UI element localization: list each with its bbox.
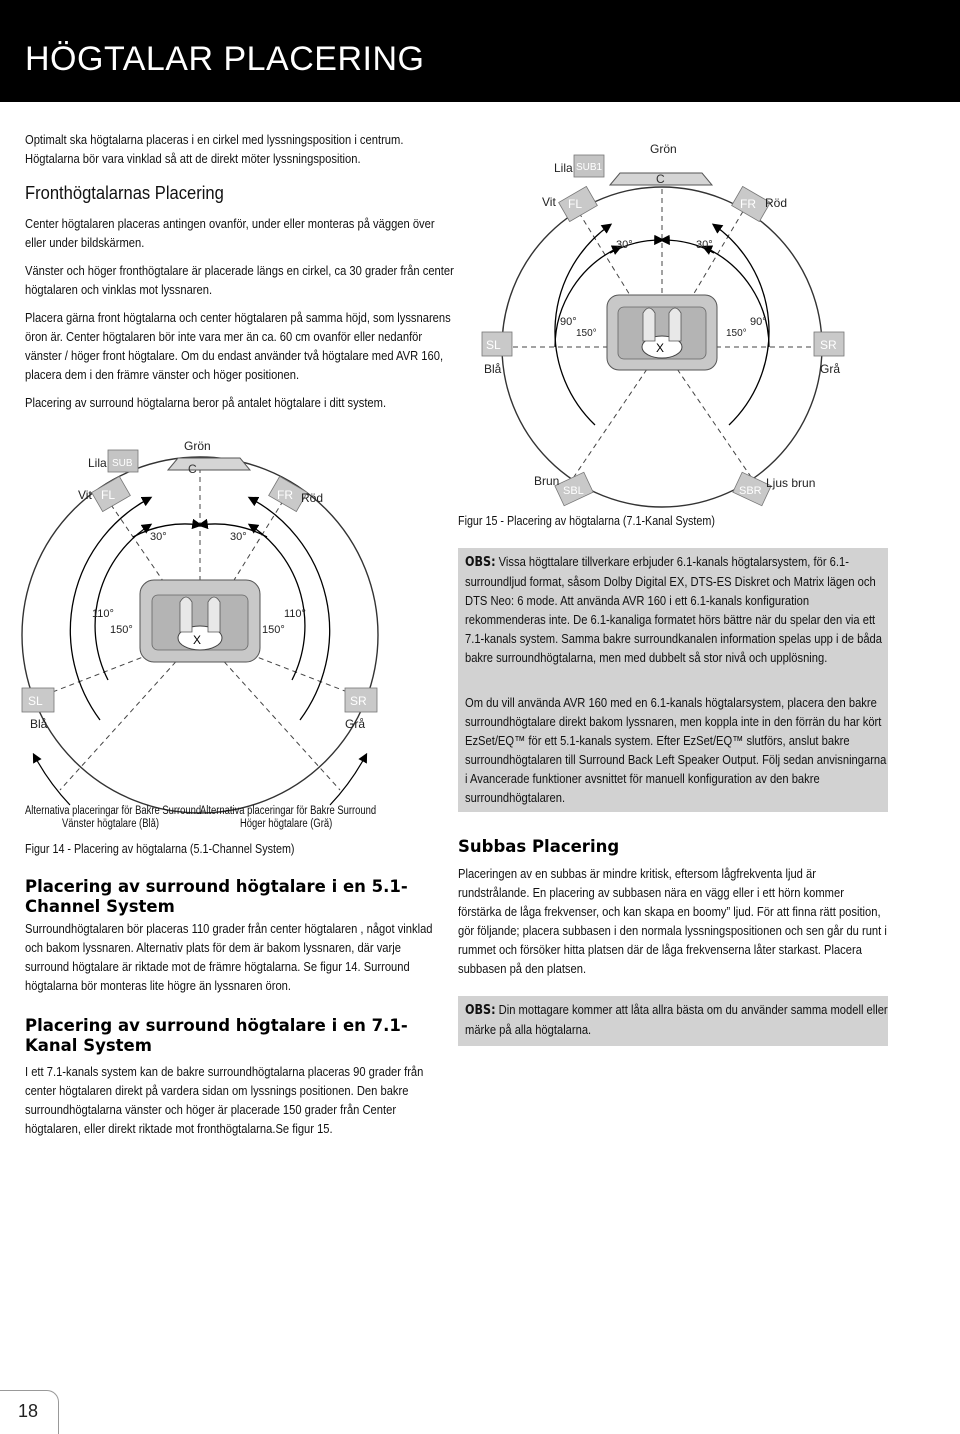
fig14-c-label: C (188, 462, 197, 476)
fig14-fr-label: FR (277, 488, 293, 502)
fig14-angle-110-left: 110° (92, 608, 114, 620)
page-number-box (0, 1390, 59, 1434)
fig14-fl-label: FL (101, 488, 116, 502)
obs2-paragraph (465, 1000, 888, 1039)
fig15-sbr-label: SBR (739, 485, 762, 497)
fig14-angle-30-right: 30° (230, 531, 247, 543)
obs-note-paragraph-1 (465, 552, 888, 667)
fig15-grey-label: Grå (820, 362, 841, 376)
fig15-purple-label: Lila (554, 161, 573, 175)
fig15-brown-label: Brun (534, 474, 560, 488)
front-para-3: Placera gärna front högtalarna och center högtalaren på samma höjd, som lyssnarens öron är. Center högtalaren bör inte vara mer än ca. 60 cm ovanför eller nedanför vänster / höger front högtalare. Om du endast använder två högtalare med AVR 160, placera dem i den främre vänster och höger positionen. (25, 310, 451, 382)
surround71-heading: Placering av surround högtalare i en 7.1-Kanal System (25, 1016, 408, 1055)
fig15-angle-90-left: 90° (560, 316, 577, 328)
fig15-angle-30-left: 30° (616, 239, 633, 251)
surround71-text: I ett 7.1-kanals system kan de bakre surroundhögtalarna placeras 90 grader från center högtalaren direkt på vardera sidan om lyssnings positionen. Den bakre surroundhögtalarna vänster och höger är placerade 150 grader från Center högtalaren, eller direkt riktade mot fronthögtalarna.Se figur 15. (25, 1064, 424, 1136)
front-heading: Fronthögtalarnas Placering (25, 183, 224, 203)
page-title: HÖGTALAR PLACERING (25, 40, 425, 78)
fig15-c-label: C (656, 172, 665, 186)
fig15-fl-label: FL (568, 197, 583, 211)
obs2-text: Din mottagare kommer att låta allra bästa om du använder samma modell eller märke på alla högtalarna. (465, 1002, 888, 1037)
fig14-sub-label: SUB (112, 458, 133, 469)
obs2-label: OBS: (465, 1003, 496, 1018)
fig15-lightbrown-label: Ljus brun (766, 476, 816, 490)
fig14-angle-150-left: 150° (110, 624, 133, 636)
listener-couch-71 (607, 295, 717, 370)
intro-line-2: Högtalarna bör vara vinklad så att de direkt möter lyssningsposition. (25, 151, 361, 166)
obs-note-box-2 (458, 996, 888, 1046)
fig14-alt-left-2: Vänster högtalare (Blå) (62, 818, 159, 830)
intro-line-1: Optimalt ska högtalarna placeras i en cirkel med lyssningsposition i centrum. (25, 132, 404, 147)
listener-couch (140, 580, 260, 662)
listener71-x-icon: X (656, 341, 665, 355)
front-para-2: Vänster och höger fronthögtalare är placerade längs en cirkel, ca 30 grader från center högtalaren och vinklas mot lyssnaren. (25, 263, 454, 297)
fig14-alt-right-1: Alternativa placeringar för Bakre Surround (200, 805, 377, 817)
figure-14-diagram (0, 430, 440, 840)
fig15-sub1-label: SUB1 (576, 162, 603, 173)
fig14-green-label: Grön (184, 439, 211, 453)
fig15-angle-150-left: 150° (576, 328, 597, 339)
fig15-angle-90-right: 90° (750, 316, 767, 328)
front-para-4: Placering av surround högtalarna beror på antalet högtalare i ditt system. (25, 395, 387, 410)
fig14-red-label: Röd (301, 491, 324, 505)
fig14-angle-30-left: 30° (150, 531, 167, 543)
fig14-angle-110-right: 110° (284, 608, 306, 620)
alt-arc-left (34, 755, 70, 805)
fig14-caption: Figur 14 - Placering av högtalarna (5.1-Channel System) (25, 842, 295, 856)
fig14-purple-label: Lila (88, 456, 107, 470)
front-para-1: Center högtalaren placeras antingen ovanför, under eller monteras på väggen över eller under bildskärmen. (25, 216, 435, 250)
fig15-fr-label: FR (740, 197, 756, 211)
subbas-heading: Subbas Placering (458, 837, 620, 856)
fig15-angle-30-right: 30° (696, 239, 713, 251)
fig14-sr-label: SR (350, 694, 367, 708)
subbas-text: Placeringen av en subbas är mindre kritisk, eftersom lågfrekventa ljud är rundstrålande. En placering av subbasen nära en vägg eller i ett hörn kommer förstärka de låga frekvenser, och kan skapa en boomy” ljud. För att finna rätt position, gör följande; placera subbasen i den normala lyssningspositionen och sen går du runt i rummet och försöker hitta platsen där de låga frekvenserna låter starkast. Placera subbasen på den platsen. (458, 866, 887, 976)
fig14-grey-label: Grå (345, 717, 366, 731)
center-speaker (168, 458, 250, 470)
fig15-white-label: Vit (542, 195, 556, 209)
alt-arc-right (330, 755, 366, 805)
fig14-white-label: Vit (78, 488, 92, 502)
figure-15-diagram (470, 135, 855, 510)
fig15-caption: Figur 15 - Placering av högtalarna (7.1-Kanal System) (458, 514, 715, 528)
obs-note-box (458, 548, 888, 812)
fig15-angle-150-right: 150° (726, 328, 747, 339)
fig14-alt-left-1: Alternativa placeringar för Bakre Surround (25, 805, 202, 817)
page-number: 18 (18, 1401, 39, 1421)
fig15-green-label: Grön (650, 142, 677, 156)
surround51-text: Surroundhögtalaren bör placeras 110 grader från center högtalaren , något vinklad och bakom lyssnaren. Alternativ plats för dem är bakom lyssnaren, där varje surround högtalare är riktade mot de främre högtalarna. Se figur 14. Surround högtalarna bör monteras lite högre än lyssnaren öron. (25, 921, 433, 993)
fig14-sl-label: SL (28, 694, 43, 708)
obs-label: OBS: (465, 555, 496, 570)
page-header (0, 0, 960, 102)
fig14-blue-label: Blå (30, 717, 48, 731)
fig14-angle-150-right: 150° (262, 624, 285, 636)
front-text (25, 214, 457, 412)
listener-x-icon: X (193, 633, 202, 647)
fig15-red-label: Röd (765, 196, 788, 210)
fig15-sbl-label: SBL (563, 485, 584, 497)
surround51-heading: Placering av surround högtalare i en 5.1-Channel System (25, 877, 408, 916)
obs-note-paragraph-2: Om du vill använda AVR 160 med en 6.1-kanals högtalarsystem, placera den bakre surroundhögtalare direkt bakom lyssnaren, men koppla inte in den förrän du har kört EzSet/EQ™ för ett 5.1-kanals system. Efter EzSet/EQ™ slutförs, anslut bakre surroundhögtalaren till Surround Back Left Speaker Output. Följ sedan anvisningarna i Avancerade funktioner avsnittet för manuell konfiguration av den bakre surroundhögtalaren. (465, 695, 887, 805)
obs-text: Vissa högttalare tillverkare erbjuder 6.1-kanals högtalarsystem, för 6.1-surroundljud format, såsom Dolby Digital EX, DTS-ES Diskret och Matrix lägen och DTS Neo: 6 mode. Att använda AVR 160 i ett 6.1-kanals konfiguration rekommenderas inte. De 6.1-kanaliga formatet hörs bättre när du spelar den via ett 7.1-kanals system. Samma bakre surroundkanalen information spelas upp i de båda bakre surroundhögtalarna, men med dubbelt så stor nivå och upplösning. (465, 554, 883, 665)
intro-text (25, 130, 472, 168)
fig15-sr-label: SR (820, 338, 837, 352)
fig14-alt-right-2: Höger högtalare (Grå) (240, 818, 333, 830)
fig15-sl-label: SL (486, 338, 501, 352)
fig15-blue-label: Blå (484, 362, 502, 376)
